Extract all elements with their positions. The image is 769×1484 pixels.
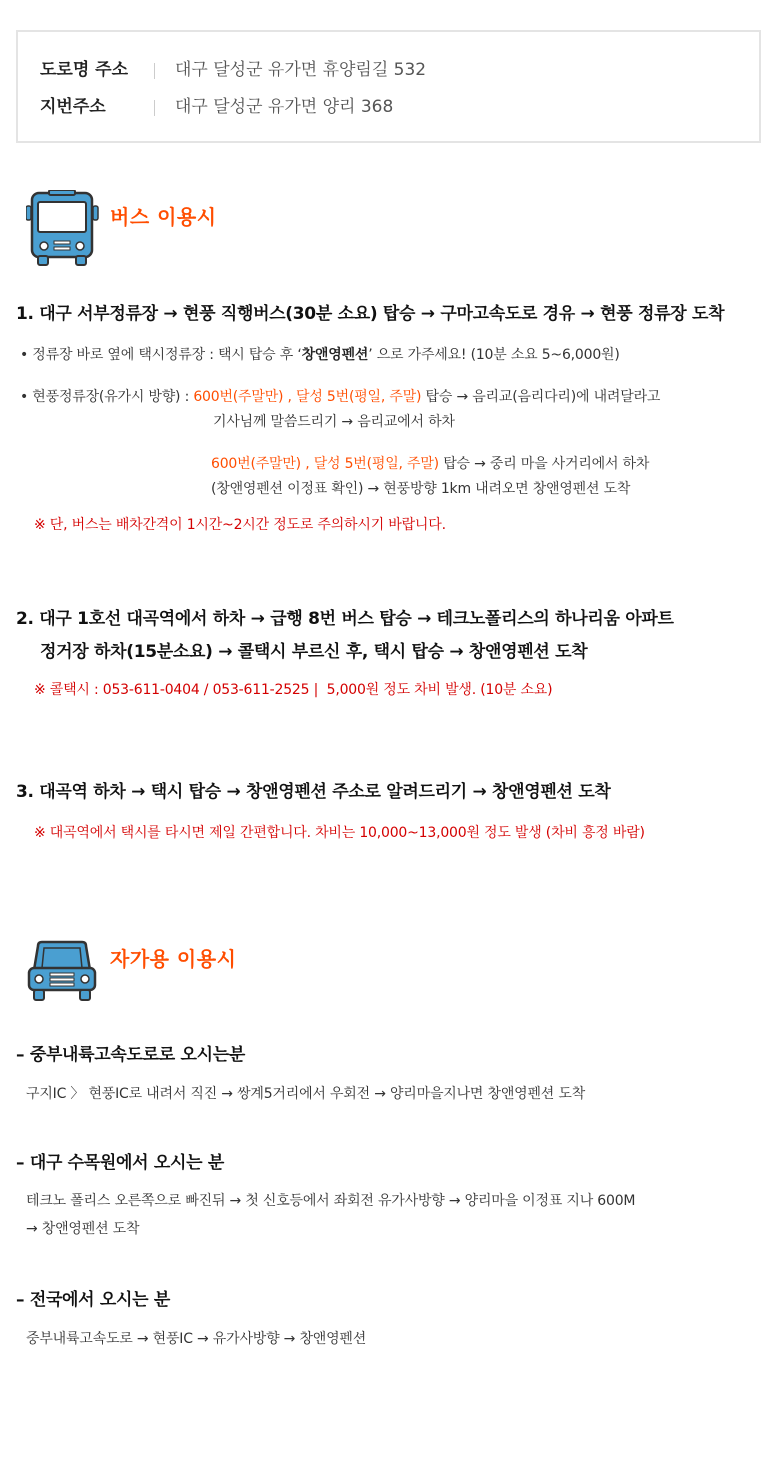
bus-icon: [26, 190, 102, 270]
bus-section-title: 버스 이용시: [110, 205, 217, 229]
bus-route2-heading-line1: 2. 대구 1호선 대곡역에서 하차 → 급행 8번 버스 탑승 → 테크노폴리스의 하나리움 아파트: [16, 609, 674, 629]
bus-route1-taxi-dest: 창앤영펜션: [301, 347, 369, 363]
bus-route1-stop-buses-b: 600번(주말만) , 달성 5번(평일, 주말): [211, 456, 439, 472]
road-address-label: 도로명 주소: [40, 60, 129, 80]
road-address-row: [40, 55, 426, 85]
car-route1-heading: – 중부내륙고속도로로 오시는분: [16, 1045, 246, 1065]
bus-route1-heading: 1. 대구 서부정류장 → 현풍 직행버스(30분 소요) 탑승 → 구마고속도로 경유 → 현풍 정류장 도착: [16, 304, 725, 324]
lot-address-row: [40, 92, 393, 122]
bus-route1-stop-prefix: • 현풍정류장(유가시 방향) :: [20, 389, 194, 405]
car-route3-heading: – 전국에서 오시는 분: [16, 1290, 171, 1310]
bus-route1-stop-line-b2: (창앤영펜션 이정표 확인) → 현풍방향 1km 내려오면 창앤영펜션 도착: [211, 481, 631, 497]
bus-route2-heading-line2: 정거장 하차(15분소요) → 콜택시 부르신 후, 택시 탑승 → 창앤영펜션 도착: [40, 642, 588, 662]
address-divider: [154, 63, 155, 79]
bus-route1-taxi-suffix: ’ 으로 가주세요! (10분 소요 5~6,000원): [368, 347, 620, 363]
bus-route1-stop-rest-a: 탑승 → 음리교(음리다리)에 내려달라고: [421, 389, 661, 405]
bus-route1-stop-buses-a: 600번(주말만) , 달성 5번(평일, 주말): [193, 389, 422, 405]
car-route2-heading: – 대구 수목원에서 오시는 분: [16, 1153, 225, 1173]
bus-route1-stop-line-b: [211, 453, 649, 473]
bus-route1-stop-rest-b: 탑승 → 중리 마을 사거리에서 하차: [438, 456, 650, 472]
bus-route1-stop-line-a: [20, 386, 660, 406]
bus-route1-note: ※ 단, 버스는 배차간격이 1시간~2시간 정도로 주의하시기 바랍니다.: [34, 517, 446, 533]
bus-route3-heading: 3. 대곡역 하차 → 택시 탑승 → 창앤영펜션 주소로 알려드리기 → 창앤영펜션 도착: [16, 782, 611, 802]
bus-route2-note-phone: ※ 콜택시 : 053-611-0404 / 053-611-2525 |: [34, 682, 319, 698]
address-box: [16, 30, 761, 143]
car-route2-desc-line2: → 창앤영펜션 도착: [26, 1221, 140, 1237]
bus-route1-stop-line-a2: 기사님께 말씀드리기 → 음리교에서 하차: [213, 414, 455, 430]
car-icon: [26, 940, 102, 1004]
bus-route1-taxi-prefix: • 정류장 바로 옆에 택시정류장 : 택시 탑승 후 ‘: [20, 347, 302, 363]
lot-address-value: 대구 달성군 유가면 양리 368: [175, 97, 394, 117]
road-address-value: 대구 달성군 유가면 휴양림길 532: [175, 60, 427, 80]
bus-route1-taxi-line: [20, 344, 620, 364]
lot-address-label: 지번주소: [40, 97, 106, 117]
bus-route2-note: [34, 679, 552, 699]
car-route2-desc-line1: 테크노 폴리스 오른쪽으로 빠진뒤 → 첫 신호등에서 좌회전 유가사방향 → 양리마을 이정표 지나 600M: [26, 1193, 636, 1209]
car-route1-desc: 구지IC 〉 현풍IC로 내려서 직진 → 쌍계5거리에서 우회전 → 양리마을지나면 창앤영펜션 도착: [26, 1086, 586, 1102]
car-section-title: 자가용 이용시: [110, 947, 237, 971]
bus-route3-note: ※ 대곡역에서 택시를 타시면 제일 간편합니다. 차비는 10,000~13,000원 정도 발생 (차비 흥정 바람): [34, 825, 645, 841]
car-route3-desc: 중부내륙고속도로 → 현풍IC → 유가사방향 → 창앤영펜션: [26, 1331, 367, 1347]
bus-route2-note-fare: 5,000원 정도 차비 발생. (10분 소요): [326, 682, 553, 698]
address-divider: [154, 100, 155, 116]
